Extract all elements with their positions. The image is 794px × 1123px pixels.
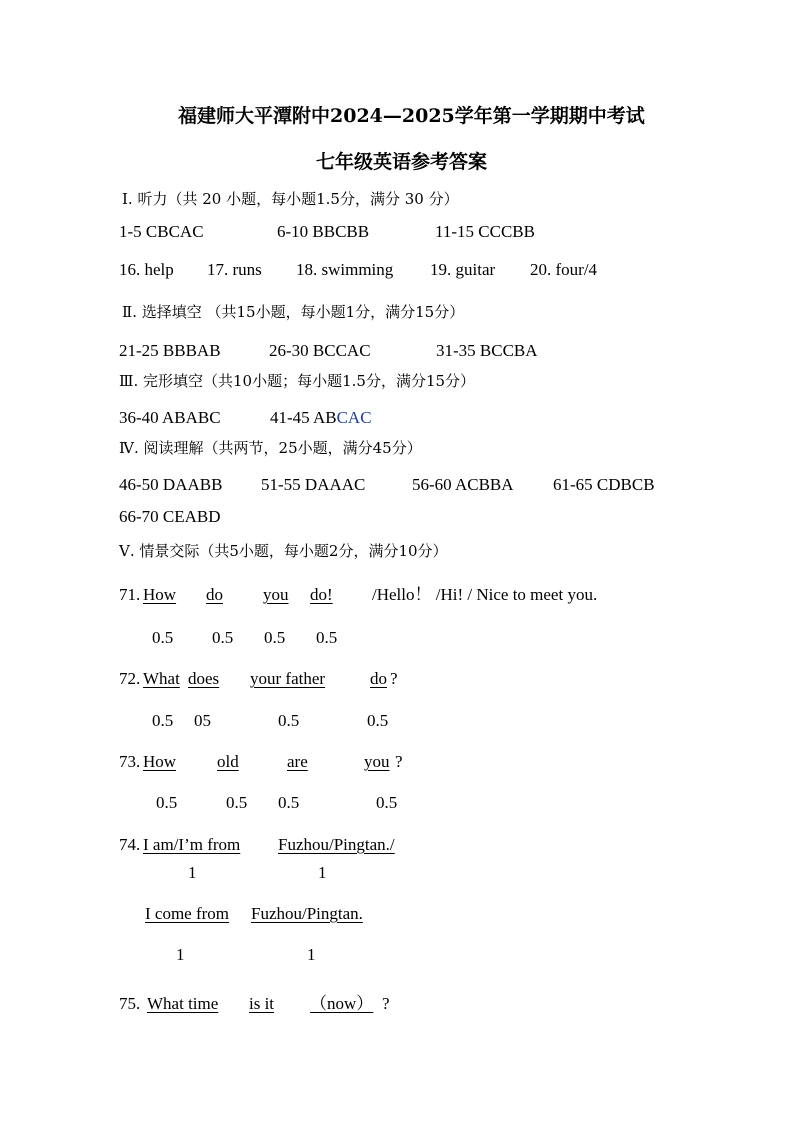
score: 0.5 xyxy=(156,793,178,812)
answer-range: 61-65 CDBCB xyxy=(553,475,655,494)
question-74-number: 74. xyxy=(119,835,141,854)
answer-blank: do! xyxy=(310,585,333,604)
answer-blank: What xyxy=(143,669,180,688)
section-2-heading: Ⅱ. 选择填空 （共15小题，每小题1分，满分15分） xyxy=(122,303,465,321)
answer-blank: I come from xyxy=(145,904,230,923)
document-title: 福建师大平潭附中2024—2025学年第一学期期中考试 xyxy=(178,105,645,127)
answer-blank: What time xyxy=(147,994,219,1013)
answer-range: 21-25 BBBAB xyxy=(119,341,221,360)
document-subtitle: 七年级英语参考答案 xyxy=(316,151,488,173)
answer-range: 11-15 CCCBB xyxy=(435,222,535,241)
section-4-heading: Ⅳ. 阅读理解（共两节，25小题，满分45分） xyxy=(119,439,422,457)
answer-blank: are xyxy=(287,752,308,771)
answer-blank: do xyxy=(370,669,387,688)
score: 1 xyxy=(307,945,316,964)
question-mark: ? xyxy=(390,669,398,688)
score: 0.5 xyxy=(264,628,286,647)
answer-blank: old xyxy=(217,752,239,771)
answer-range-prefix: 41-45 AB xyxy=(270,408,337,427)
score: 1 xyxy=(188,863,197,882)
answer-range: 36-40 ABABC xyxy=(119,408,221,427)
answer-blank: How xyxy=(143,585,177,604)
question-73-number: 73. xyxy=(119,752,141,771)
answer-range: 46-50 DAABB xyxy=(119,475,223,494)
score: 0.5 xyxy=(278,793,300,812)
answer-blank: How xyxy=(143,752,177,771)
answer-blank: you xyxy=(263,585,289,604)
answer-blank: you xyxy=(364,752,390,771)
answer-item: 20. four/4 xyxy=(530,260,598,279)
question-72-number: 72. xyxy=(119,669,141,688)
score: 0.5 xyxy=(278,711,300,730)
alternative-answer: /Hello！ /Hi! / Nice to meet you. xyxy=(372,585,598,604)
section-1-heading: Ⅰ. 听力（共 20 小题，每小题1.5分，满分 30 分） xyxy=(122,190,459,208)
score: 0.5 xyxy=(152,711,174,730)
score: 0.5 xyxy=(152,628,174,647)
answer-blank: does xyxy=(188,669,220,688)
answer-item: 16. help xyxy=(119,260,174,279)
answer-item: 19. guitar xyxy=(430,260,496,279)
answer-range: 66-70 CEABD xyxy=(119,507,221,526)
answer-blank: （now） xyxy=(310,994,374,1013)
answer-item: 17. runs xyxy=(207,260,262,279)
answer-blank: Fuzhou/Pingtan. xyxy=(251,904,363,923)
score: 0.5 xyxy=(376,793,398,812)
score: 0.5 xyxy=(316,628,338,647)
answer-range: 26-30 BCCAC xyxy=(269,341,371,360)
answer-range: 51-55 DAAAC xyxy=(261,475,366,494)
answer-blank: Fuzhou/Pingtan./ xyxy=(278,835,395,854)
score: 0.5 xyxy=(212,628,234,647)
answer-blank: is it xyxy=(249,994,275,1013)
score: 0.5 xyxy=(226,793,248,812)
answer-range xyxy=(270,409,372,426)
answer-item: 18. swimming xyxy=(296,260,394,279)
answer-range: 56-60 ACBBA xyxy=(412,475,514,494)
section-5-heading: Ⅴ. 情景交际（共5小题，每小题2分，满分10分） xyxy=(119,542,448,560)
score: 1 xyxy=(318,863,327,882)
answer-range: 31-35 BCCBA xyxy=(436,341,538,360)
section-3-heading: Ⅲ. 完形填空（共10小题；每小题1.5分，满分15分） xyxy=(119,372,476,390)
answer-blank: your father xyxy=(250,669,326,688)
question-mark: ? xyxy=(382,994,390,1013)
answer-range-suffix: CAC xyxy=(336,408,372,427)
score: 0.5 xyxy=(367,711,389,730)
question-75-number: 75. xyxy=(119,994,141,1013)
answer-range: 6-10 BBCBB xyxy=(277,222,370,241)
answer-blank: do xyxy=(206,585,223,604)
score: 05 xyxy=(194,711,211,730)
question-71-number: 71. xyxy=(119,585,141,604)
answer-blank: I am/I’m from xyxy=(143,835,241,854)
question-mark: ? xyxy=(395,752,403,771)
score: 1 xyxy=(176,945,185,964)
answer-range: 1-5 CBCAC xyxy=(119,222,204,241)
